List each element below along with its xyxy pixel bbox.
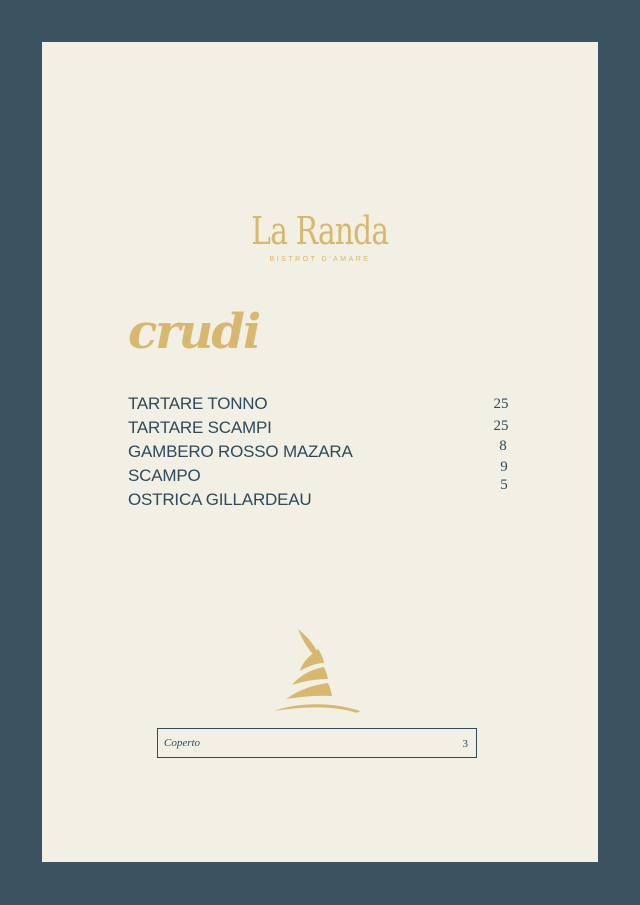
menu-item-price: 25: [493, 396, 509, 412]
coperto-price: 3: [462, 738, 468, 750]
menu-item-price: 8: [499, 438, 507, 454]
menu-page: [42, 42, 598, 862]
menu-item-price: 5: [500, 477, 508, 493]
menu-item-price: 25: [493, 418, 509, 434]
restaurant-logo: [42, 209, 598, 263]
menu-item-name: SCAMPO: [128, 466, 201, 485]
menu-item-list: [128, 392, 353, 512]
logo-subtitle: BISTROT D'AMARE: [269, 256, 371, 263]
coperto-box: [157, 728, 477, 758]
menu-item-name: TARTARE SCAMPI: [128, 418, 272, 437]
sail-logo-icon: [270, 627, 362, 717]
logo-title: La Randa: [251, 209, 389, 253]
menu-item-name: TARTARE TONNO: [128, 394, 268, 413]
menu-item-price: 9: [500, 459, 508, 475]
section-title: crudi: [128, 304, 260, 360]
menu-item-name: OSTRICA GILLARDEAU: [128, 490, 312, 509]
coperto-label: Coperto: [164, 737, 201, 749]
menu-item-name: GAMBERO ROSSO MAZARA: [128, 442, 353, 461]
